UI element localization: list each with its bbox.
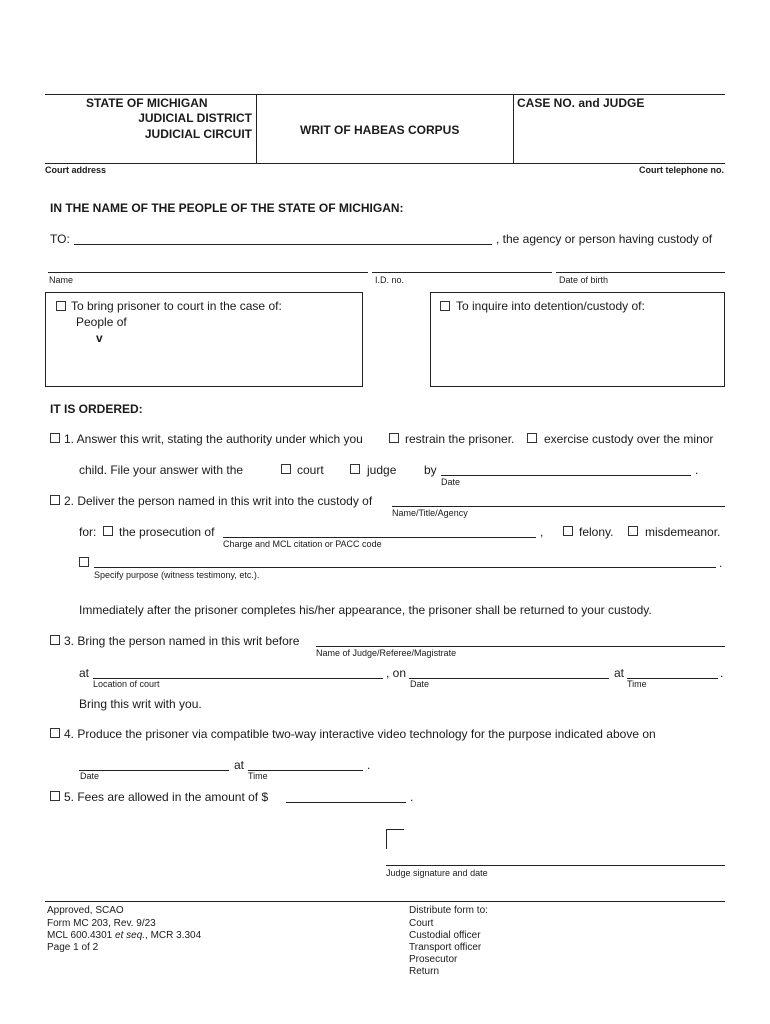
purpose-label: Specify purpose (witness testimony, etc.). xyxy=(94,570,260,580)
header-divider-1 xyxy=(256,94,257,163)
restrain-checkbox[interactable] xyxy=(389,433,399,443)
case-no-label: CASE NO. and JUDGE xyxy=(517,96,645,110)
to-suffix: , the agency or person having custody of xyxy=(496,232,713,246)
bring-writ-text: Bring this writ with you. xyxy=(79,697,202,711)
appearance-date-field[interactable] xyxy=(409,678,609,679)
judge-option-label: judge xyxy=(367,463,397,477)
page-number: Page 1 of 2 xyxy=(47,942,99,953)
item4-checkbox[interactable] xyxy=(50,728,60,738)
item1-line2: child. File your answer with the xyxy=(79,463,244,477)
item2-checkbox[interactable] xyxy=(50,495,60,505)
felony-label: felony. xyxy=(579,525,614,539)
return-text: Immediately after the prisoner completes his/her appearance, the prisoner shall be returned to your custody. xyxy=(79,603,652,617)
felony-checkbox[interactable] xyxy=(563,526,573,536)
mcl-citation-a: MCL 600.4301 xyxy=(47,930,116,941)
to-field[interactable] xyxy=(74,244,492,245)
court-address-label: Court address xyxy=(45,165,107,175)
distribute-label: Distribute form to: xyxy=(409,905,488,916)
approved-scao: Approved, SCAO xyxy=(47,905,124,916)
appearance-date-label: Date xyxy=(410,679,430,689)
prosecution-checkbox[interactable] xyxy=(103,526,113,536)
item3-checkbox[interactable] xyxy=(50,635,60,645)
signature-label: Judge signature and date xyxy=(386,868,488,878)
seal-corner-left xyxy=(386,829,387,849)
court-option-label: court xyxy=(297,463,324,477)
custody-checkbox[interactable] xyxy=(527,433,537,443)
agency-field[interactable] xyxy=(392,506,725,507)
footer-rule xyxy=(45,901,725,902)
item2-text: 2. Deliver the person named in this writ into the custody of xyxy=(64,494,373,508)
custody-label: exercise custody over the minor xyxy=(544,432,714,446)
restrain-label: restrain the prisoner. xyxy=(405,432,515,446)
court-checkbox[interactable] xyxy=(281,464,291,474)
dob-field[interactable] xyxy=(556,272,725,273)
location-label: Location of court xyxy=(93,679,160,689)
name-label: Name xyxy=(49,275,74,285)
item4-text: 4. Produce the prisoner via compatible two-way interactive video technology for the purpose indicated above on xyxy=(64,727,656,741)
distribute-prosecutor: Prosecutor xyxy=(409,954,458,965)
video-time-label: Time xyxy=(248,771,268,781)
appearance-time-label: Time xyxy=(627,679,647,689)
header-top-rule xyxy=(45,94,725,95)
court-phone-label: Court telephone no. xyxy=(639,165,724,175)
item3-at2: at xyxy=(614,666,625,680)
misdemeanor-label: misdemeanor. xyxy=(645,525,721,539)
judicial-circuit: JUDICIAL CIRCUIT xyxy=(144,127,252,141)
bring-prisoner-checkbox[interactable] xyxy=(56,301,66,311)
mcl-citation xyxy=(47,930,201,941)
seal-corner-top xyxy=(386,829,404,830)
by-label: by xyxy=(424,463,437,477)
form-title: WRIT OF HABEAS CORPUS xyxy=(300,123,460,137)
item3-on: , on xyxy=(386,666,407,680)
state-name: STATE OF MICHIGAN xyxy=(86,96,208,110)
judge-signature-field[interactable] xyxy=(386,865,725,866)
video-date-label: Date xyxy=(80,771,100,781)
purpose-period: . xyxy=(719,556,723,570)
item3-at: at xyxy=(79,666,90,680)
item3-text: 3. Bring the person named in this writ before xyxy=(64,634,300,648)
judge-name-field[interactable] xyxy=(316,646,725,647)
judicial-district: JUDICIAL DISTRICT xyxy=(138,111,252,125)
bring-prisoner-label: To bring prisoner to court in the case of: xyxy=(71,299,282,313)
item3-period: . xyxy=(720,666,724,680)
judge-checkbox[interactable] xyxy=(350,464,360,474)
distribute-court: Court xyxy=(409,918,434,929)
people-heading: IN THE NAME OF THE PEOPLE OF THE STATE OF MICHIGAN: xyxy=(50,201,404,215)
item4-period: . xyxy=(367,758,371,772)
inquire-label: To inquire into detention/custody of: xyxy=(456,299,645,313)
id-field[interactable] xyxy=(372,272,552,273)
video-date-field[interactable] xyxy=(79,770,229,771)
purpose-checkbox[interactable] xyxy=(79,557,89,567)
charge-comma: , xyxy=(540,525,544,539)
distribute-transport: Transport officer xyxy=(409,942,482,953)
charge-field[interactable] xyxy=(223,537,536,538)
item4-at: at xyxy=(234,758,245,772)
versus-label: v xyxy=(96,331,103,345)
item5-checkbox[interactable] xyxy=(50,791,60,801)
distribute-return: Return xyxy=(409,966,440,977)
judge-name-label: Name of Judge/Referee/Magistrate xyxy=(316,648,457,658)
header-divider-2 xyxy=(513,94,514,163)
ordered-heading: IT IS ORDERED: xyxy=(50,402,143,416)
agency-label: Name/Title/Agency xyxy=(392,508,468,518)
id-label: I.D. no. xyxy=(375,275,405,285)
form-number: Form MC 203, Rev. 9/23 xyxy=(47,918,156,929)
dob-label: Date of birth xyxy=(559,275,609,285)
item5-text: 5. Fees are allowed in the amount of $ xyxy=(64,790,269,804)
people-of-label: People of xyxy=(76,315,127,329)
answer-date-field[interactable] xyxy=(441,475,691,476)
fees-field[interactable] xyxy=(286,802,406,803)
header-bottom-rule xyxy=(45,163,725,164)
to-label: TO: xyxy=(50,232,70,246)
misdemeanor-checkbox[interactable] xyxy=(628,526,638,536)
charge-label: Charge and MCL citation or PACC code xyxy=(223,539,382,549)
prosecution-label: the prosecution of xyxy=(119,525,215,539)
mcl-citation-c: , MCR 3.304 xyxy=(145,930,202,941)
distribute-custodial: Custodial officer xyxy=(409,930,481,941)
item1-text: 1. Answer this writ, stating the authority under which you xyxy=(64,432,363,446)
name-field[interactable] xyxy=(48,272,368,273)
purpose-field[interactable] xyxy=(94,567,716,568)
inquire-checkbox[interactable] xyxy=(440,301,450,311)
answer-date-label: Date xyxy=(441,477,461,487)
mcl-citation-b: et seq. xyxy=(115,930,146,941)
item5-period: . xyxy=(410,790,414,804)
item1-checkbox[interactable] xyxy=(50,433,60,443)
for-label: for: xyxy=(79,525,97,539)
item1-period: . xyxy=(695,463,699,477)
